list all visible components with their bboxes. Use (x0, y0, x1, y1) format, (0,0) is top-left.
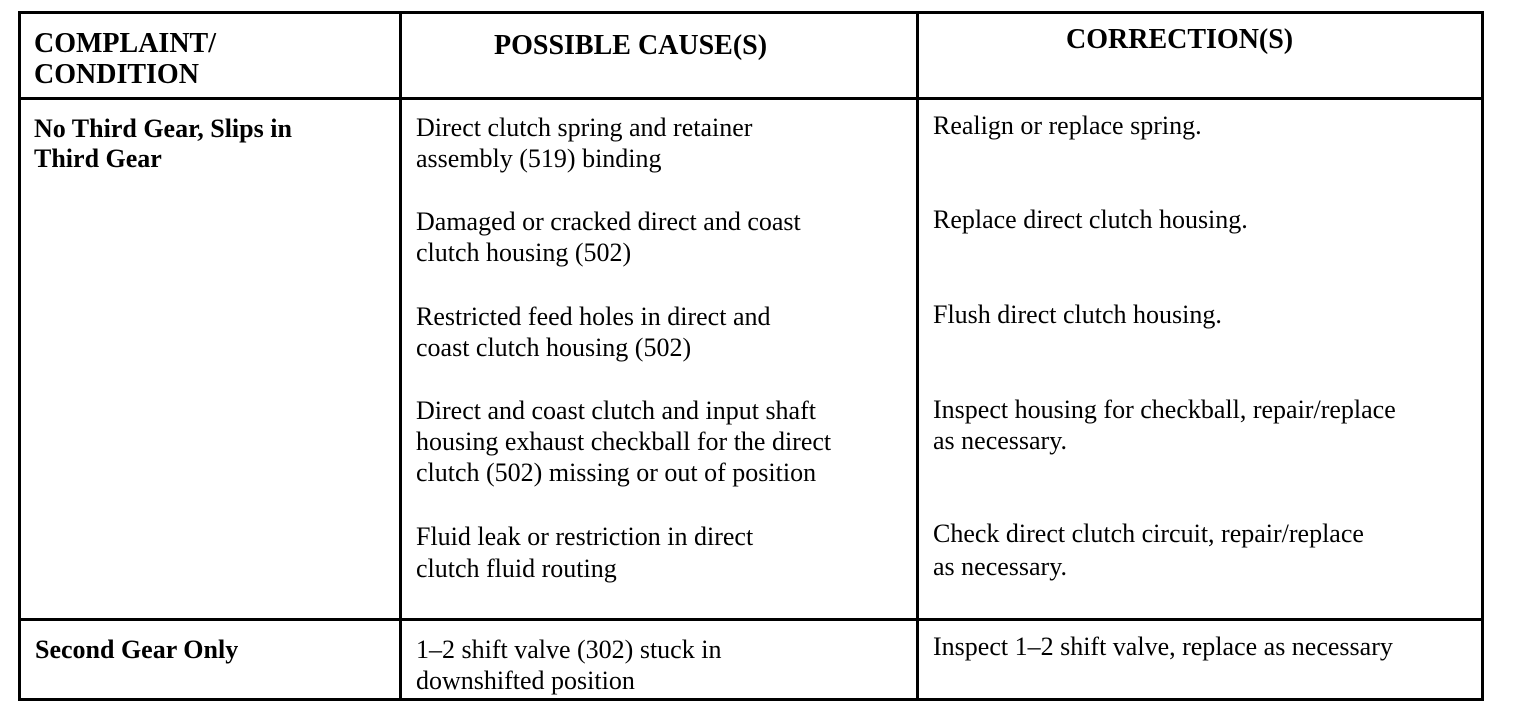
cause-line: assembly (519) binding (416, 144, 662, 173)
header-complaint-line1: COMPLAINT/ (34, 28, 216, 59)
correction-line: Flush direct clutch housing. (933, 300, 1222, 329)
row-divider (21, 618, 1481, 621)
correction-line: Inspect housing for checkball, repair/replace (933, 395, 1396, 424)
column-divider (916, 14, 919, 698)
correction-line: as necessary. (933, 552, 1068, 581)
header-divider (21, 97, 1481, 100)
diagnosis-table (18, 11, 1484, 701)
cause-line: housing exhaust checkball for the direct (416, 427, 832, 456)
cause-line: Damaged or cracked direct and coast (416, 207, 801, 236)
cause-line: Direct clutch spring and retainer (416, 113, 753, 142)
row1-complaint-line1: No Third Gear, Slips in (34, 114, 292, 143)
cause-line: Restricted feed holes in direct and (416, 302, 771, 331)
header-correction: CORRECTION(S) (1066, 24, 1294, 55)
cause-line: Direct and coast clutch and input shaft (416, 396, 816, 425)
header-complaint-line2: CONDITION (34, 59, 199, 90)
cause-line: downshifted position (416, 666, 635, 695)
cause-line: clutch fluid routing (416, 554, 617, 583)
correction-line: Check direct clutch circuit, repair/replace (933, 519, 1364, 548)
cause-line: coast clutch housing (502) (416, 333, 692, 362)
correction-line: as necessary. (933, 426, 1068, 455)
column-divider (399, 14, 402, 698)
correction-line: Inspect 1–2 shift valve, replace as necessary (933, 632, 1393, 661)
header-cause: POSSIBLE CAUSE(S) (494, 30, 768, 61)
cause-line: 1–2 shift valve (302) stuck in (416, 635, 722, 664)
cause-line: clutch (502) missing or out of position (416, 458, 817, 487)
correction-line: Realign or replace spring. (933, 111, 1202, 140)
cause-line: Fluid leak or restriction in direct (416, 522, 754, 551)
cause-line: clutch housing (502) (416, 238, 632, 267)
correction-line: Replace direct clutch housing. (933, 205, 1248, 234)
row1-complaint-line2: Third Gear (34, 144, 162, 173)
row2-complaint-line1: Second Gear Only (35, 635, 239, 664)
